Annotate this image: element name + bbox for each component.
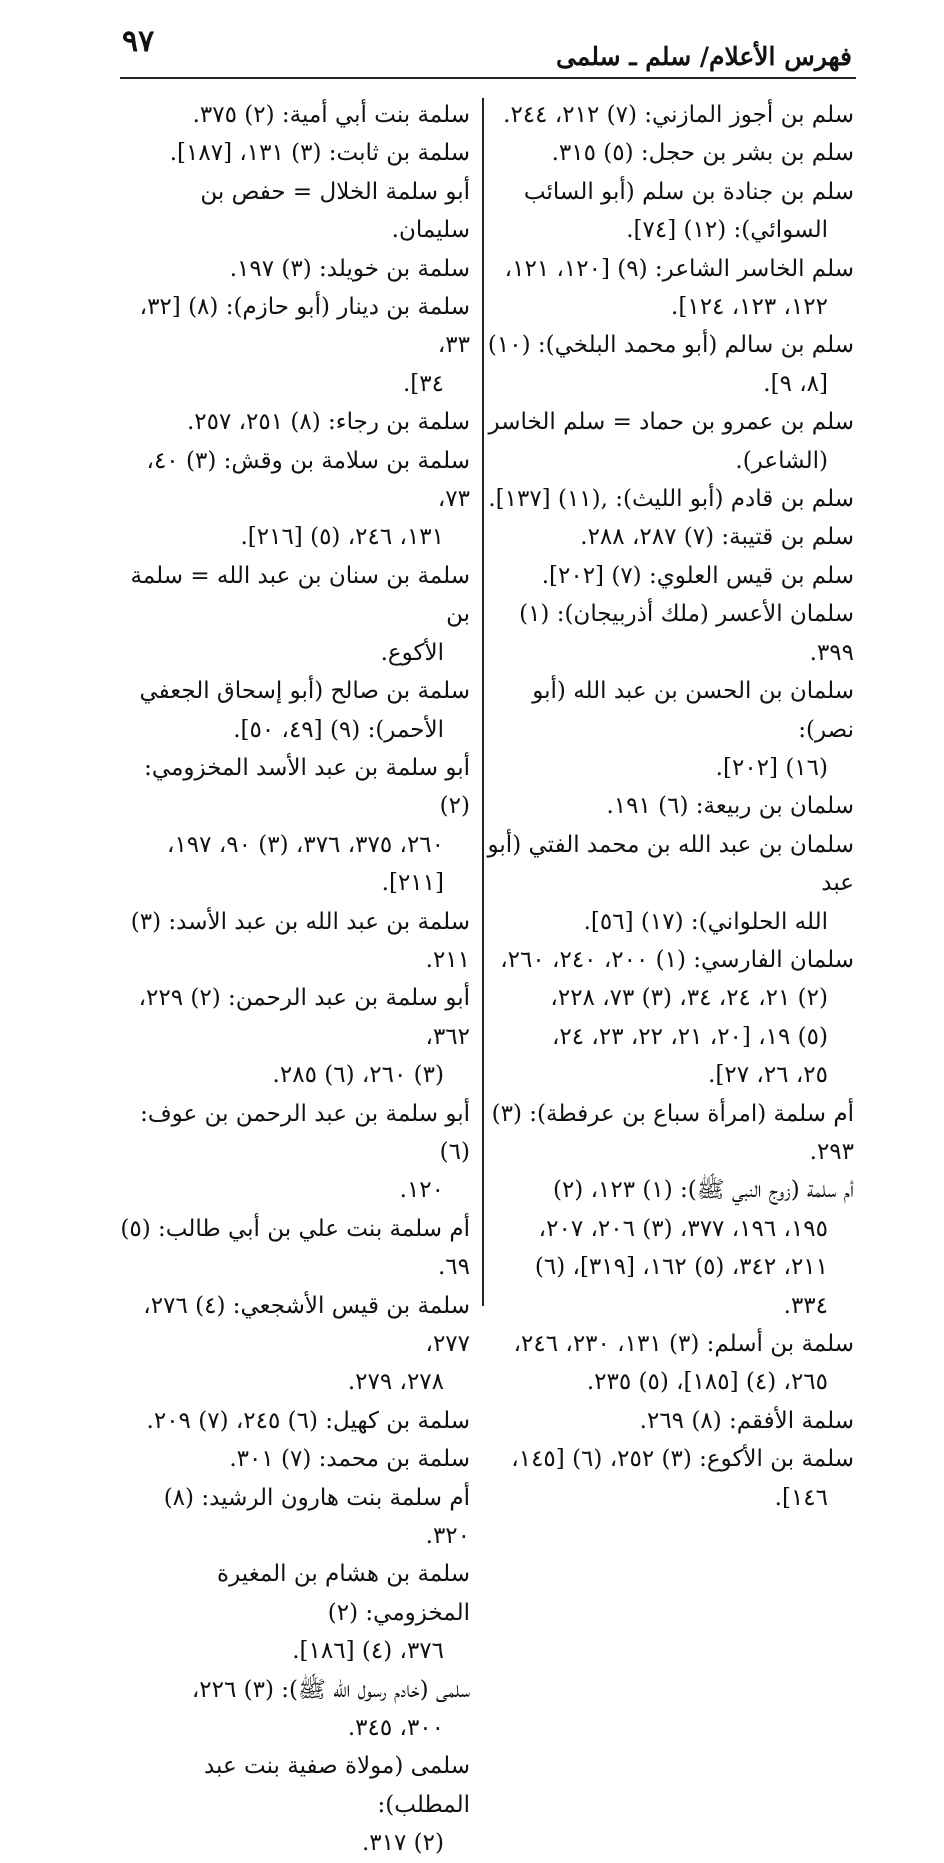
page-number: ٩٧ bbox=[122, 24, 155, 59]
index-entry-continuation: ١٢٢، ١٢٣، ١٢٤]. bbox=[671, 294, 828, 321]
index-entry: سلمة بن الأكوع: (٣) ٢٥٢، (٦) [١٤٥، bbox=[511, 1446, 854, 1473]
index-entry-continuation: (٢) ٣١٧. bbox=[361, 1830, 444, 1857]
index-entry: سلم بن عمرو بن حماد = سلم الخاسر bbox=[488, 409, 854, 436]
index-entry-continuation: (الشاعر). bbox=[735, 447, 828, 474]
index-entry: أبو سلمة بن عبد الرحمن بن عوف: (٦) bbox=[140, 1100, 470, 1165]
index-entry: سلمان الفارسي: (١) ٢٠٠، ٢٤٠، ٢٦٠، bbox=[500, 946, 854, 973]
index-entry-continuation: [٨، ٩]. bbox=[763, 370, 828, 397]
index-entry-continuation: ٢٧٨، ٢٧٩. bbox=[347, 1369, 444, 1396]
index-entry: سلمة بن عبد الله بن عبد الأسد: (٣) ٢١١. bbox=[130, 908, 470, 973]
index-entry: سلمان الأعسر (ملك أذربيجان): (١) ٣٩٩. bbox=[519, 601, 854, 666]
index-entry: سلمة بن خويلد: (٣) ١٩٧. bbox=[229, 255, 470, 282]
index-entry: سلم بن سالم (أبو محمد البلخي): (١٠) bbox=[487, 332, 854, 359]
index-entry: سلمان بن عبد الله بن محمد الفتي (أبو عبد bbox=[487, 831, 854, 897]
index-entry: سلمة بن صالح (أبو إسحاق الجعفي bbox=[139, 678, 470, 705]
index-entry: سلمة بن سلامة بن وقش: (٣) ٤٠، ٧٣، bbox=[146, 447, 470, 513]
index-entry: أم سلمة بنت علي بن أبي طالب: (٥) ٦٩. bbox=[120, 1215, 470, 1281]
index-entry: سلمى (مولاة صفية بنت عبد المطلب): bbox=[203, 1753, 470, 1818]
index-entry: سلمة بن سنان بن عبد الله = سلمة بن bbox=[130, 562, 470, 628]
index-entry: سلمان بن ربيعة: (٦) ١٩١. bbox=[606, 793, 854, 820]
index-column-left bbox=[118, 96, 470, 1863]
index-entry: أم سلمة (امرأة سباع بن عرفطة): (٣) ٢٩٣. bbox=[491, 1100, 854, 1165]
index-entry: سلمة بن محمد: (٧) ٣٠١. bbox=[229, 1446, 470, 1473]
index-entry: سلمة بنت أبي أمية: (٢) ٣٧٥. bbox=[192, 102, 470, 128]
index-entry: سلم بن جنادة بن سلم (أبو السائب bbox=[523, 178, 854, 205]
index-entry: أبو سلمة بن عبد الرحمن: (٢) ٢٢٩، ٣٦٢، bbox=[138, 985, 470, 1050]
index-entry-continuation: ٢١١، ٣٤٢، (٥) ١٦٢، [٣١٩]، (٦) bbox=[534, 1254, 828, 1281]
index-entry-continuation: ١٢٠. bbox=[399, 1177, 444, 1204]
index-entry: سلمة بن دينار (أبو حازم): (٨) [٣٢، ٣٣، bbox=[139, 294, 470, 359]
index-entry: سلم بن قتيبة: (٧) ٢٨٧، ٢٨٨. bbox=[580, 524, 854, 551]
index-entry-continuation: الأحمر): (٩) [٤٩، ٥٠]. bbox=[233, 716, 444, 743]
index-entry: سلم بن قادم (أبو الليث): ,(١١) [١٣٧]. bbox=[488, 486, 854, 513]
index-entry: أبو سلمة الخلال = حفص بن سليمان. bbox=[200, 178, 470, 244]
index-entry-continuation: [٢١١]. bbox=[381, 870, 444, 897]
index-entry-continuation: السوائي): (١٢) [٧٤]. bbox=[626, 217, 828, 244]
index-entry-continuation: ٢٥، ٢٦، ٢٧]. bbox=[708, 1062, 828, 1089]
index-entry: سلمان بن الحسن بن عبد الله (أبو نصر): bbox=[532, 678, 854, 743]
index-entry-continuation: (٥) ١٩، [٢٠، ٢١، ٢٢، ٢٣، ٢٤، bbox=[551, 1023, 828, 1050]
index-entry: سلمى (خادم رسول الله ﷺ): (٣) ٢٢٦، bbox=[191, 1676, 470, 1703]
header-rule bbox=[120, 77, 856, 79]
index-entry: سلمة الأفقم: (٨) ٢٦٩. bbox=[639, 1407, 854, 1434]
running-head: فهرس الأعلام/ سلم ـ سلمى bbox=[556, 42, 852, 71]
index-entry-continuation: (٢) ٢١، ٢٤، ٣٤، (٣) ٧٣، ٢٢٨، bbox=[550, 985, 828, 1012]
index-entry-continuation: ٢٦٥، (٤) [١٨٥]، (٥) ٢٣٥. bbox=[586, 1369, 828, 1396]
index-entry: سلم الخاسر الشاعر: (٩) [١٢٠، ١٢١، bbox=[504, 255, 854, 282]
index-entry-continuation: (١٦) [٢٠٢]. bbox=[715, 754, 828, 781]
index-entry: سلمة بن هشام بن المغيرة المخزومي: (٢) bbox=[217, 1561, 470, 1626]
index-entry-continuation: ١٩٥، ١٩٦، ٣٧٧، (٣) ٢٠٦، ٢٠٧، bbox=[538, 1215, 828, 1242]
index-entry-continuation: الله الحلواني): (١٧) [٥٦]. bbox=[583, 908, 828, 935]
index-entry: أبو سلمة بن عبد الأسد المخزومي: (٢) bbox=[144, 754, 470, 820]
index-entry-continuation: ٣٤]. bbox=[402, 370, 444, 397]
index-entry-continuation: الأكوع. bbox=[380, 639, 444, 666]
index-entry-continuation: (٣) ٢٦٠، (٦) ٢٨٥. bbox=[272, 1062, 444, 1089]
index-entry-continuation: ٢٦٠، ٣٧٥، ٣٧٦، (٣) ٩٠، ١٩٧، bbox=[167, 831, 444, 858]
index-entry-continuation: ٣٧٦، (٤) [١٨٦]. bbox=[292, 1638, 444, 1665]
index-entry-continuation: ٣٣٤. bbox=[783, 1292, 828, 1319]
index-entry-continuation: ١٤٦]. bbox=[774, 1484, 828, 1511]
index-entry: سلمة بن أسلم: (٣) ١٣١، ٢٣٠، ٢٤٦، bbox=[513, 1331, 854, 1357]
index-entry: أم سلمة (زوج النبي ﷺ): (١) ١٢٣، (٢) bbox=[552, 1177, 854, 1204]
index-entry: سلم بن قيس العلوي: (٧) [٢٠٢]. bbox=[541, 562, 854, 589]
index-entry: سلم بن بشر بن حجل: (٥) ٣١٥. bbox=[551, 140, 854, 167]
index-entry: سلمة بن قيس الأشجعي: (٤) ٢٧٦، ٢٧٧، bbox=[143, 1292, 470, 1357]
index-entry-continuation: ٣٠٠، ٣٤٥. bbox=[347, 1715, 444, 1742]
index-entry: سلمة بن رجاء: (٨) ٢٥١، ٢٥٧. bbox=[186, 409, 470, 436]
index-column-right bbox=[482, 96, 854, 1517]
index-entry-continuation: ١٣١، ٢٤٦، (٥) [٢١٦]. bbox=[240, 524, 444, 551]
index-entry: سلمة بن كهيل: (٦) ٢٤٥، (٧) ٢٠٩. bbox=[146, 1407, 470, 1434]
index-entry: أم سلمة بنت هارون الرشيد: (٨) ٣٢٠. bbox=[163, 1484, 470, 1550]
index-entry: سلم بن أجوز المازني: (٧) ٢١٢، ٢٤٤. bbox=[503, 102, 854, 128]
index-entry: سلمة بن ثابت: (٣) ١٣١، [١٨٧]. bbox=[169, 140, 470, 167]
